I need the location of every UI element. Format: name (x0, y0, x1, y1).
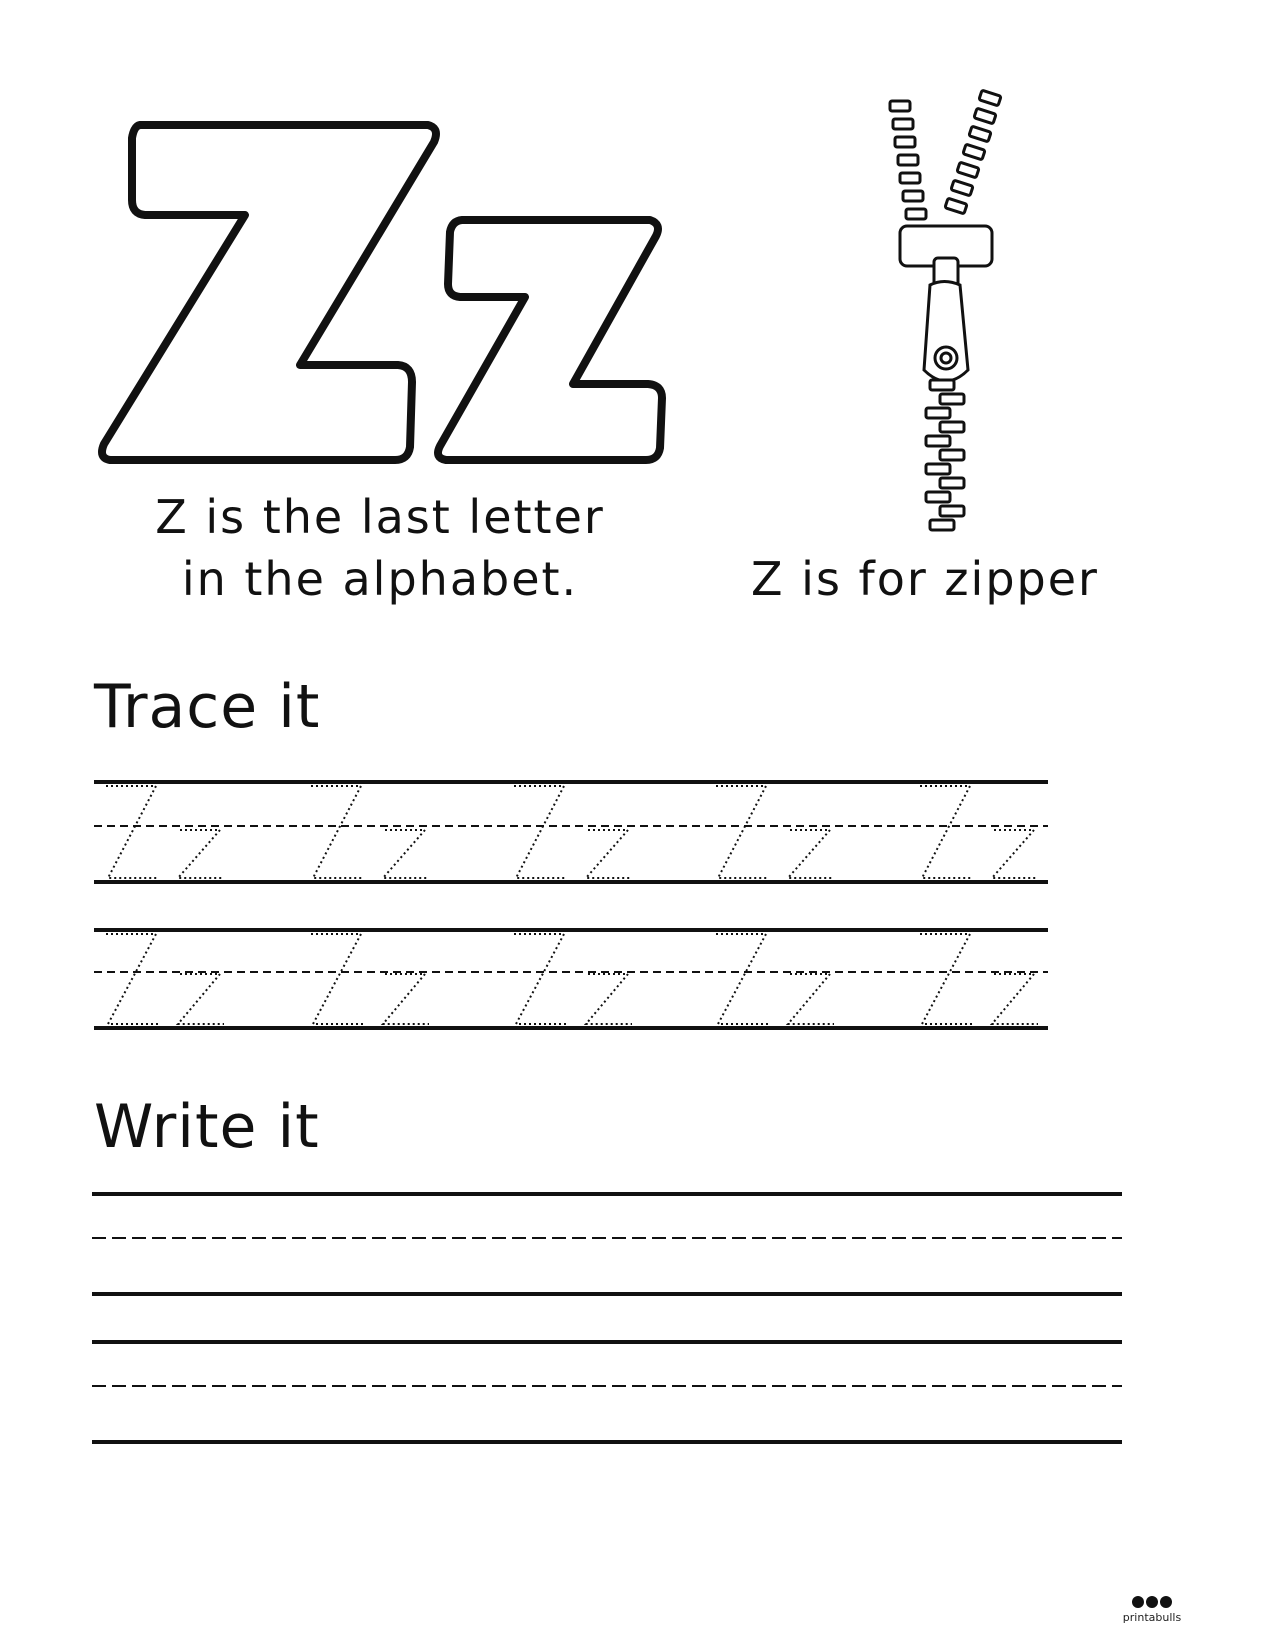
uppercase-z-outline (102, 125, 436, 460)
letter-fact (100, 486, 660, 610)
letter-fact-line-1: Z is the last letter (155, 490, 605, 544)
letter-fact-line-2: in the alphabet. (181, 552, 579, 606)
write-guidelines (92, 1194, 1122, 1442)
trace-guidelines (94, 782, 1048, 1028)
picture-caption: Z is for zipper (751, 552, 1099, 606)
trace-heading: Trace it (94, 672, 321, 742)
footer-brand: printabulls (1122, 1611, 1182, 1624)
lowercase-z-outline (438, 220, 662, 460)
trace-row-1 (106, 786, 1038, 878)
printabulls-logo-icon (1132, 1596, 1172, 1608)
trace-row-2 (106, 934, 1038, 1024)
write-heading: Write it (94, 1092, 320, 1162)
zipper-illustration (890, 90, 1001, 530)
